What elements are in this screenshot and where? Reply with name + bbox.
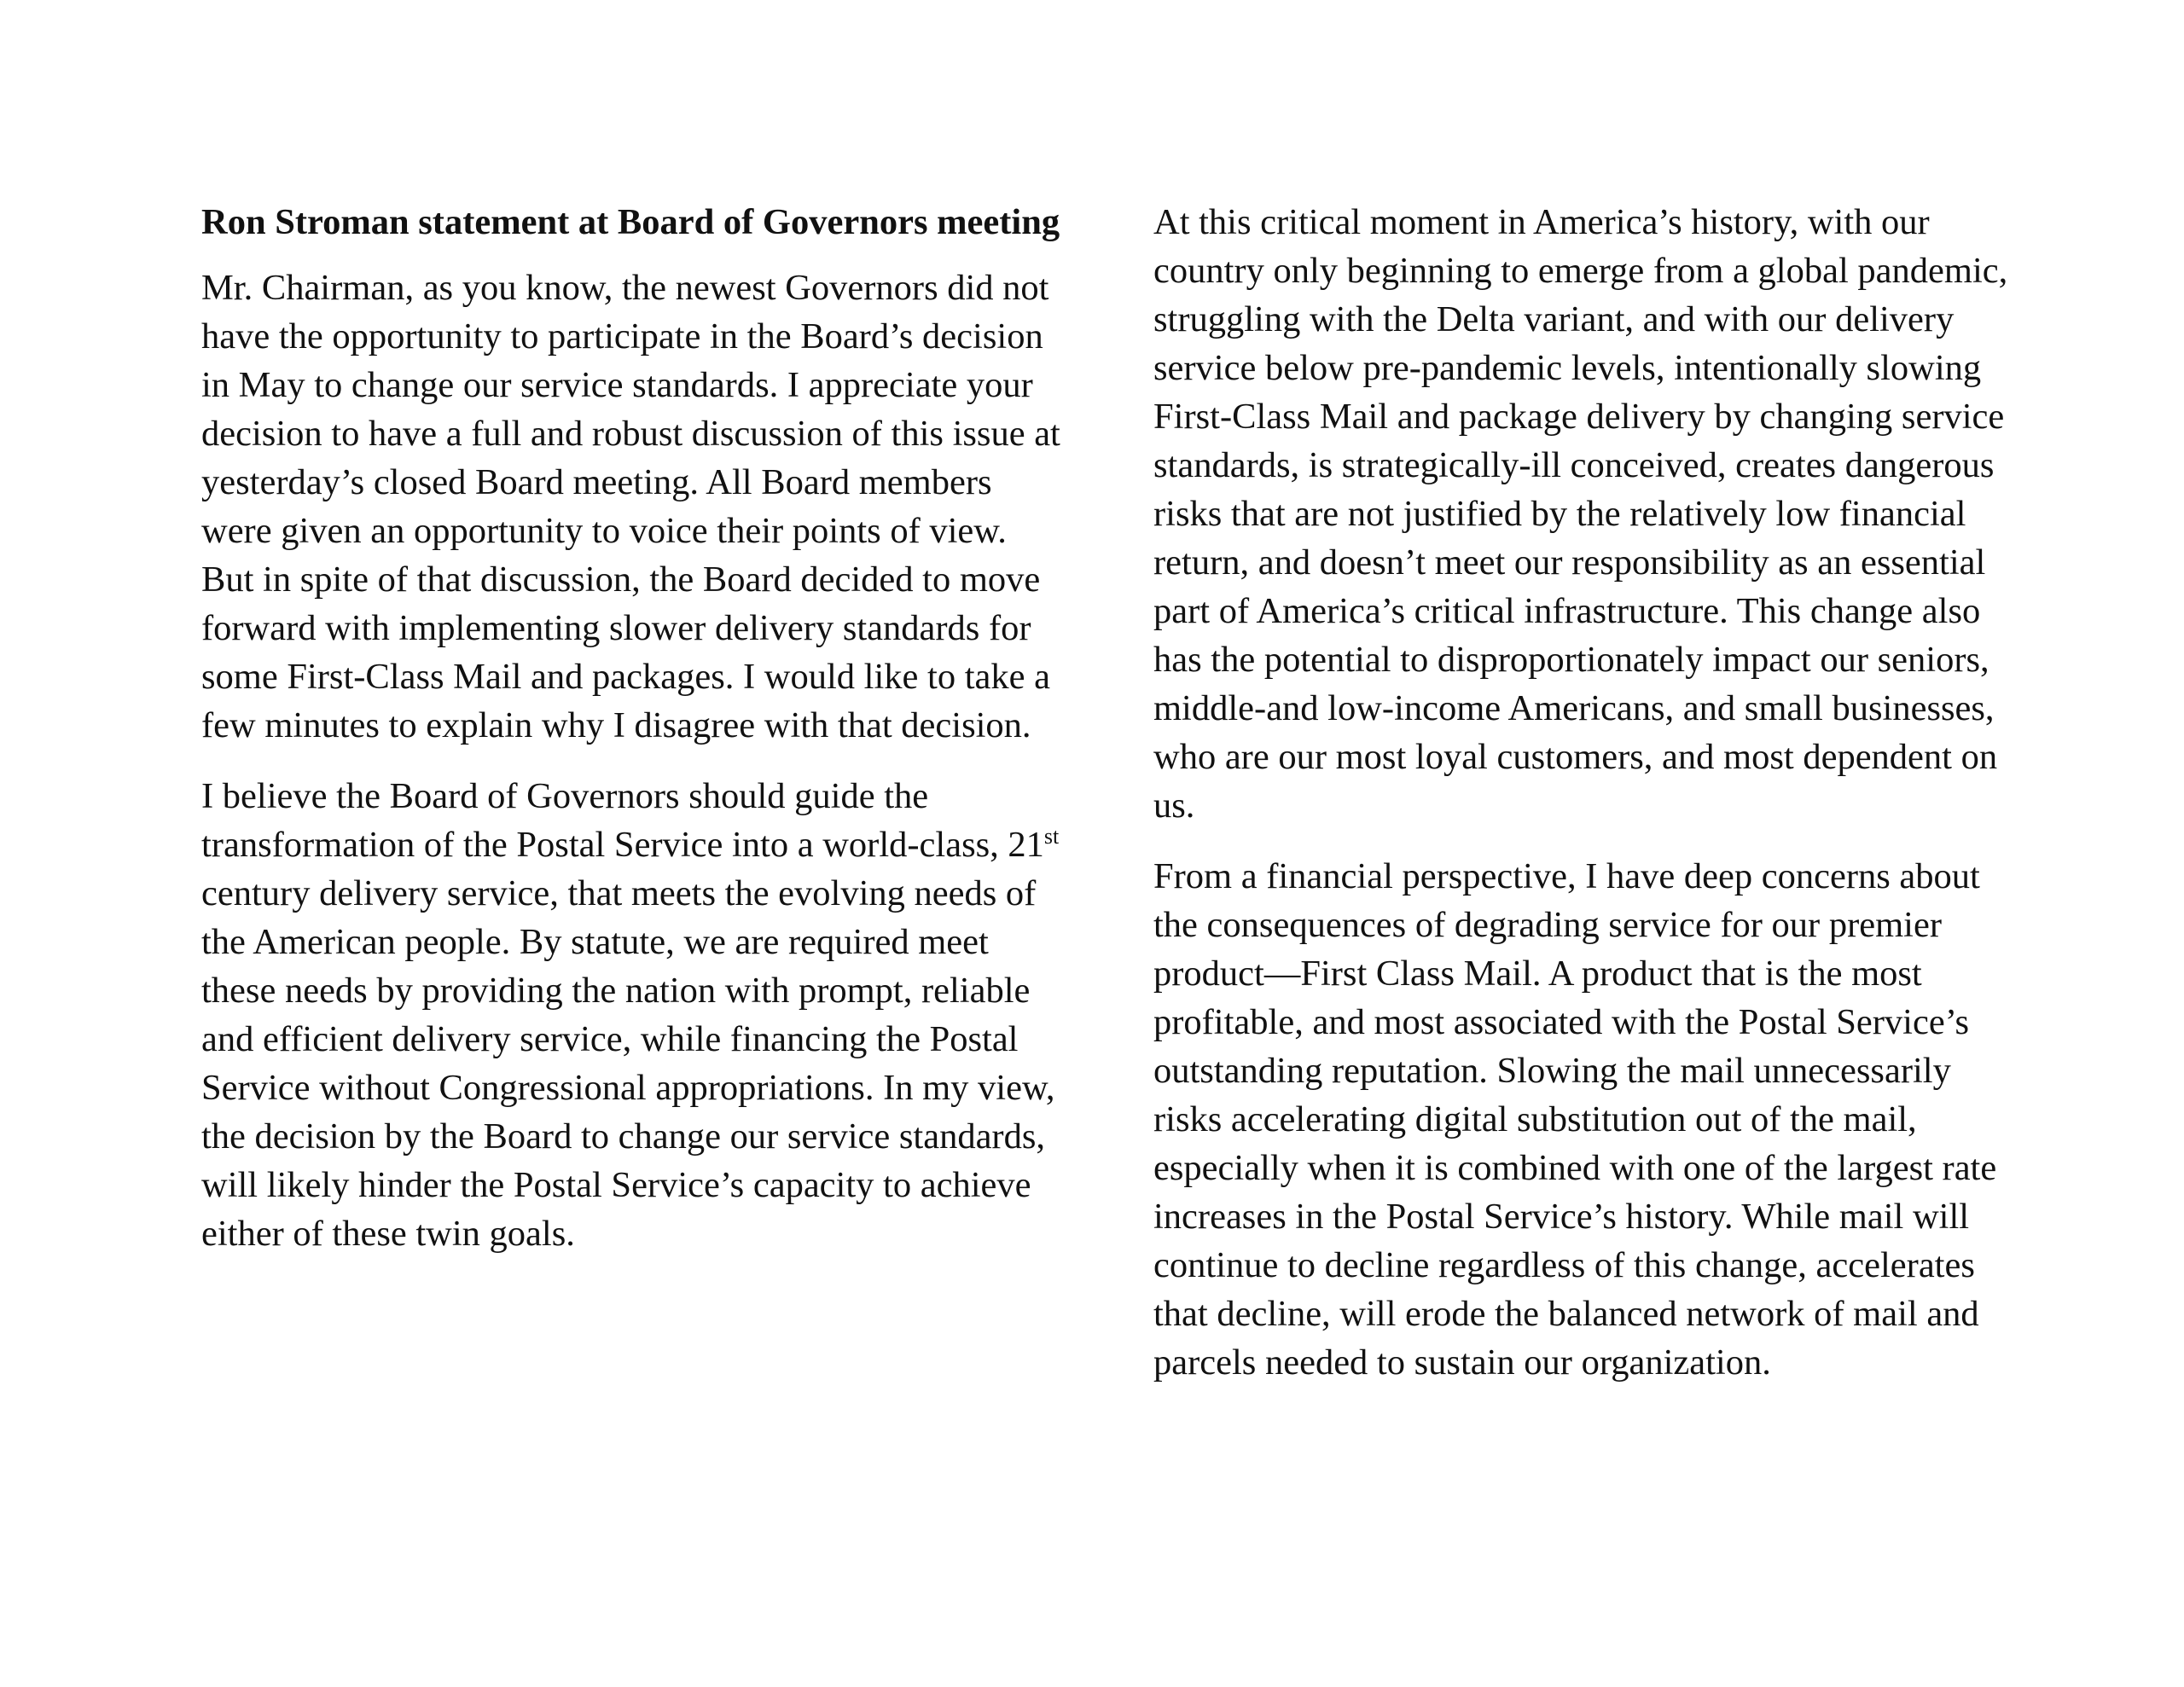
left-paragraph-2-end: century delivery service, that meets the evolving needs of the American people. By statute, we are required meet these needs by providing the nation with prompt, reliable and efficient delivery service, while financing the Postal Service without Congressional appropriations. In my view, the decision by the Board to change our service standards, will likely hinder the Postal Service’s capacity to achieve either of these twin goals.: [201, 873, 1055, 1254]
right-paragraph-1: At this critical moment in America’s history, with our country only beginning to emerge from a global pandemic, struggling with the Delta variant, and with our delivery service below pre-pandemic levels, intentionally slowing First-Class Mail and package delivery by changing service standards, is strategically-ill conceived, creates dangerous risks that are not justified by the relatively low financial return, and doesn’t meet our responsibility as an essential part of America’s critical infrastructure. This change also has the potential to disproportionately impact our seniors, middle-and low-income Americans, and small businesses, who are our most loyal customers, and most dependent on us.: [1153, 202, 2008, 826]
right-paragraph-2: From a financial perspective, I have deep concerns about the consequences of degrading service for our premier product—First Class Mail. A product that is the most profitable, and most associated with the Postal Service’s outstanding reputation. Slowing the mail unnecessarily risks accelerating digital substitution out of the mail, especially when it is combined with one of the largest rate increases in the Postal Service’s history. While mail will continue to decline regardless of this change, accelerates that decline, will erode the balanced network of mail and parcels needed to sustain our organization.: [1153, 856, 1997, 1383]
ordinal-suffix: st: [1043, 823, 1060, 849]
left-paragraph-1: Mr. Chairman, as you know, the newest Governors did not have the opportunity to participate in the Board’s decision in May to change our service standards. I appreciate your decision to have a full and robust discussion of this issue at yesterday’s closed Board meeting. All Board members were given an opportunity to voice their points of view. But in spite of that discussion, the Board decided to move forward with implementing slower delivery standards for some First-Class Mail and packages. I would like to take a few minutes to explain why I disagree with that decision.: [201, 268, 1060, 745]
right-column: [1153, 198, 2024, 1409]
statement-title: Ron Stroman statement at Board of Governors meeting: [201, 202, 1060, 242]
left-paragraph-2: [201, 772, 1063, 1258]
left-column: [201, 198, 1063, 1280]
left-paragraph-2-start: I believe the Board of Governors should guide the transformation of the Postal Service into a world-class, 21: [201, 776, 1044, 865]
